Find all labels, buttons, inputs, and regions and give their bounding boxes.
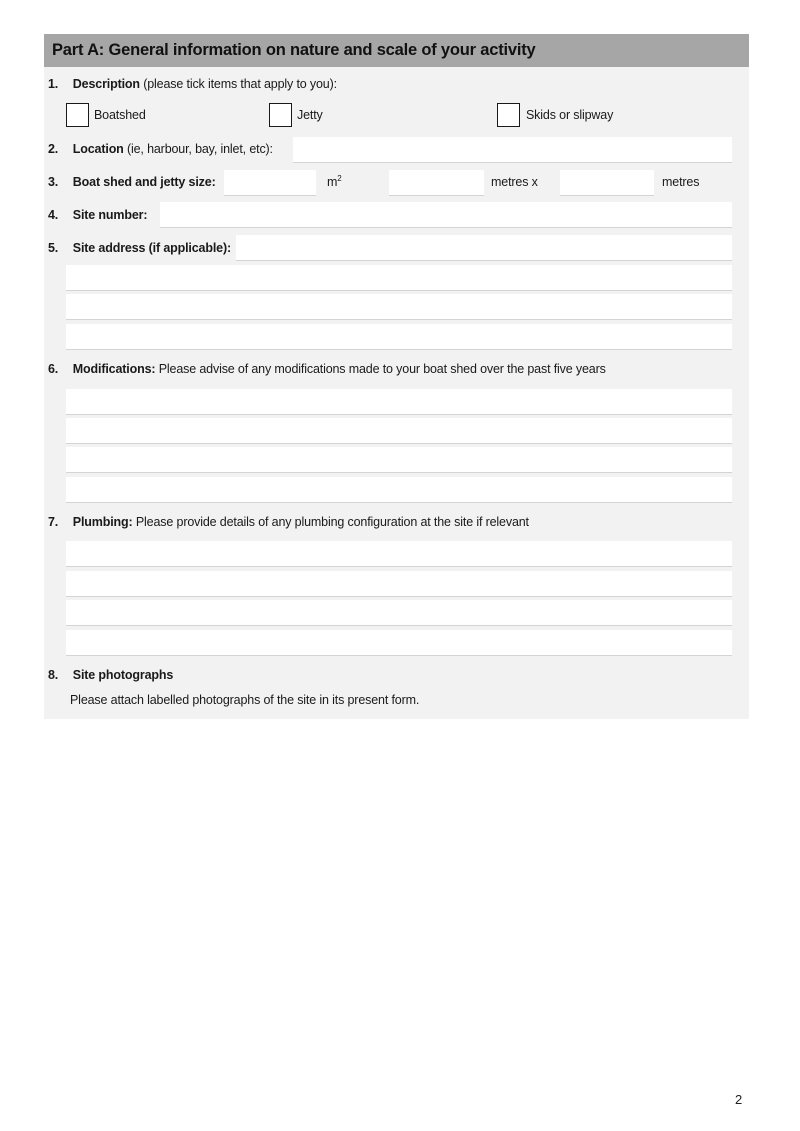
length-unit-label: metres x bbox=[491, 175, 538, 189]
q1-number: 1. bbox=[48, 77, 59, 91]
modifications-line-3[interactable] bbox=[66, 447, 732, 473]
q7-label-bold: Plumbing: bbox=[72, 515, 133, 529]
q2-label-rest: (ie, harbour, bay, inlet, etc): bbox=[123, 142, 273, 156]
q1-label-rest: (please tick items that apply to you): bbox=[139, 77, 337, 91]
q1-label bbox=[48, 77, 337, 91]
q8-number: 8. bbox=[48, 668, 59, 682]
site-address-line-4[interactable] bbox=[66, 324, 732, 350]
plumbing-line-2[interactable] bbox=[66, 571, 732, 597]
size-width-field[interactable] bbox=[560, 170, 654, 196]
q8-label bbox=[48, 668, 173, 682]
q8-instruction: Please attach labelled photographs of the site in its present form. bbox=[70, 693, 420, 707]
q4-label bbox=[48, 208, 147, 222]
q2-number: 2. bbox=[48, 142, 59, 156]
checkbox-skids-slipway-label: Skids or slipway bbox=[526, 108, 614, 122]
checkbox-boatshed-label: Boatshed bbox=[94, 108, 146, 122]
q3-label-bold: Boat shed and jetty size: bbox=[72, 175, 216, 189]
page-number: 2 bbox=[735, 1092, 743, 1107]
size-area-field[interactable] bbox=[224, 170, 316, 196]
q7-number: 7. bbox=[48, 515, 59, 529]
checkbox-jetty-label: Jetty bbox=[297, 108, 323, 122]
q7-label bbox=[48, 515, 529, 529]
q4-number: 4. bbox=[48, 208, 59, 222]
checkbox-jetty[interactable] bbox=[269, 103, 292, 127]
q4-label-bold: Site number: bbox=[72, 208, 148, 222]
q8-label-bold: Site photographs bbox=[72, 668, 174, 682]
q5-number: 5. bbox=[48, 241, 59, 255]
width-unit-label: metres bbox=[662, 175, 700, 189]
site-number-field[interactable] bbox=[160, 202, 732, 228]
plumbing-line-4[interactable] bbox=[66, 630, 732, 656]
q3-label bbox=[48, 175, 216, 189]
area-unit-label: $m^2$ bbox=[327, 173, 342, 189]
q1-label-bold: Description bbox=[72, 77, 140, 91]
site-address-line-3[interactable] bbox=[66, 294, 732, 320]
site-address-line-2[interactable] bbox=[66, 265, 732, 291]
q7-label-rest: Please provide details of any plumbing configuration at the site if relevant bbox=[132, 515, 529, 529]
q6-number: 6. bbox=[48, 362, 59, 376]
modifications-line-1[interactable] bbox=[66, 389, 732, 415]
q5-label-bold: Site address (if applicable): bbox=[72, 241, 231, 255]
q6-label bbox=[48, 362, 606, 376]
checkbox-boatshed[interactable] bbox=[66, 103, 89, 127]
q5-label bbox=[48, 241, 231, 255]
q6-label-bold: Modifications: bbox=[72, 362, 156, 376]
q2-label bbox=[48, 142, 273, 156]
checkbox-skids-slipway[interactable] bbox=[497, 103, 520, 127]
plumbing-line-3[interactable] bbox=[66, 600, 732, 626]
q6-label-rest: Please advise of any modifications made to your boat shed over the past five years bbox=[155, 362, 606, 376]
section-title: Part A: General information on nature and scale of your activity bbox=[52, 41, 536, 59]
section-header bbox=[44, 34, 749, 67]
site-address-line-1[interactable] bbox=[236, 235, 732, 261]
q2-label-bold: Location bbox=[72, 142, 124, 156]
modifications-line-4[interactable] bbox=[66, 477, 732, 503]
size-length-field[interactable] bbox=[389, 170, 484, 196]
plumbing-line-1[interactable] bbox=[66, 541, 732, 567]
q3-number: 3. bbox=[48, 175, 59, 189]
location-field[interactable] bbox=[293, 137, 732, 163]
modifications-line-2[interactable] bbox=[66, 418, 732, 444]
